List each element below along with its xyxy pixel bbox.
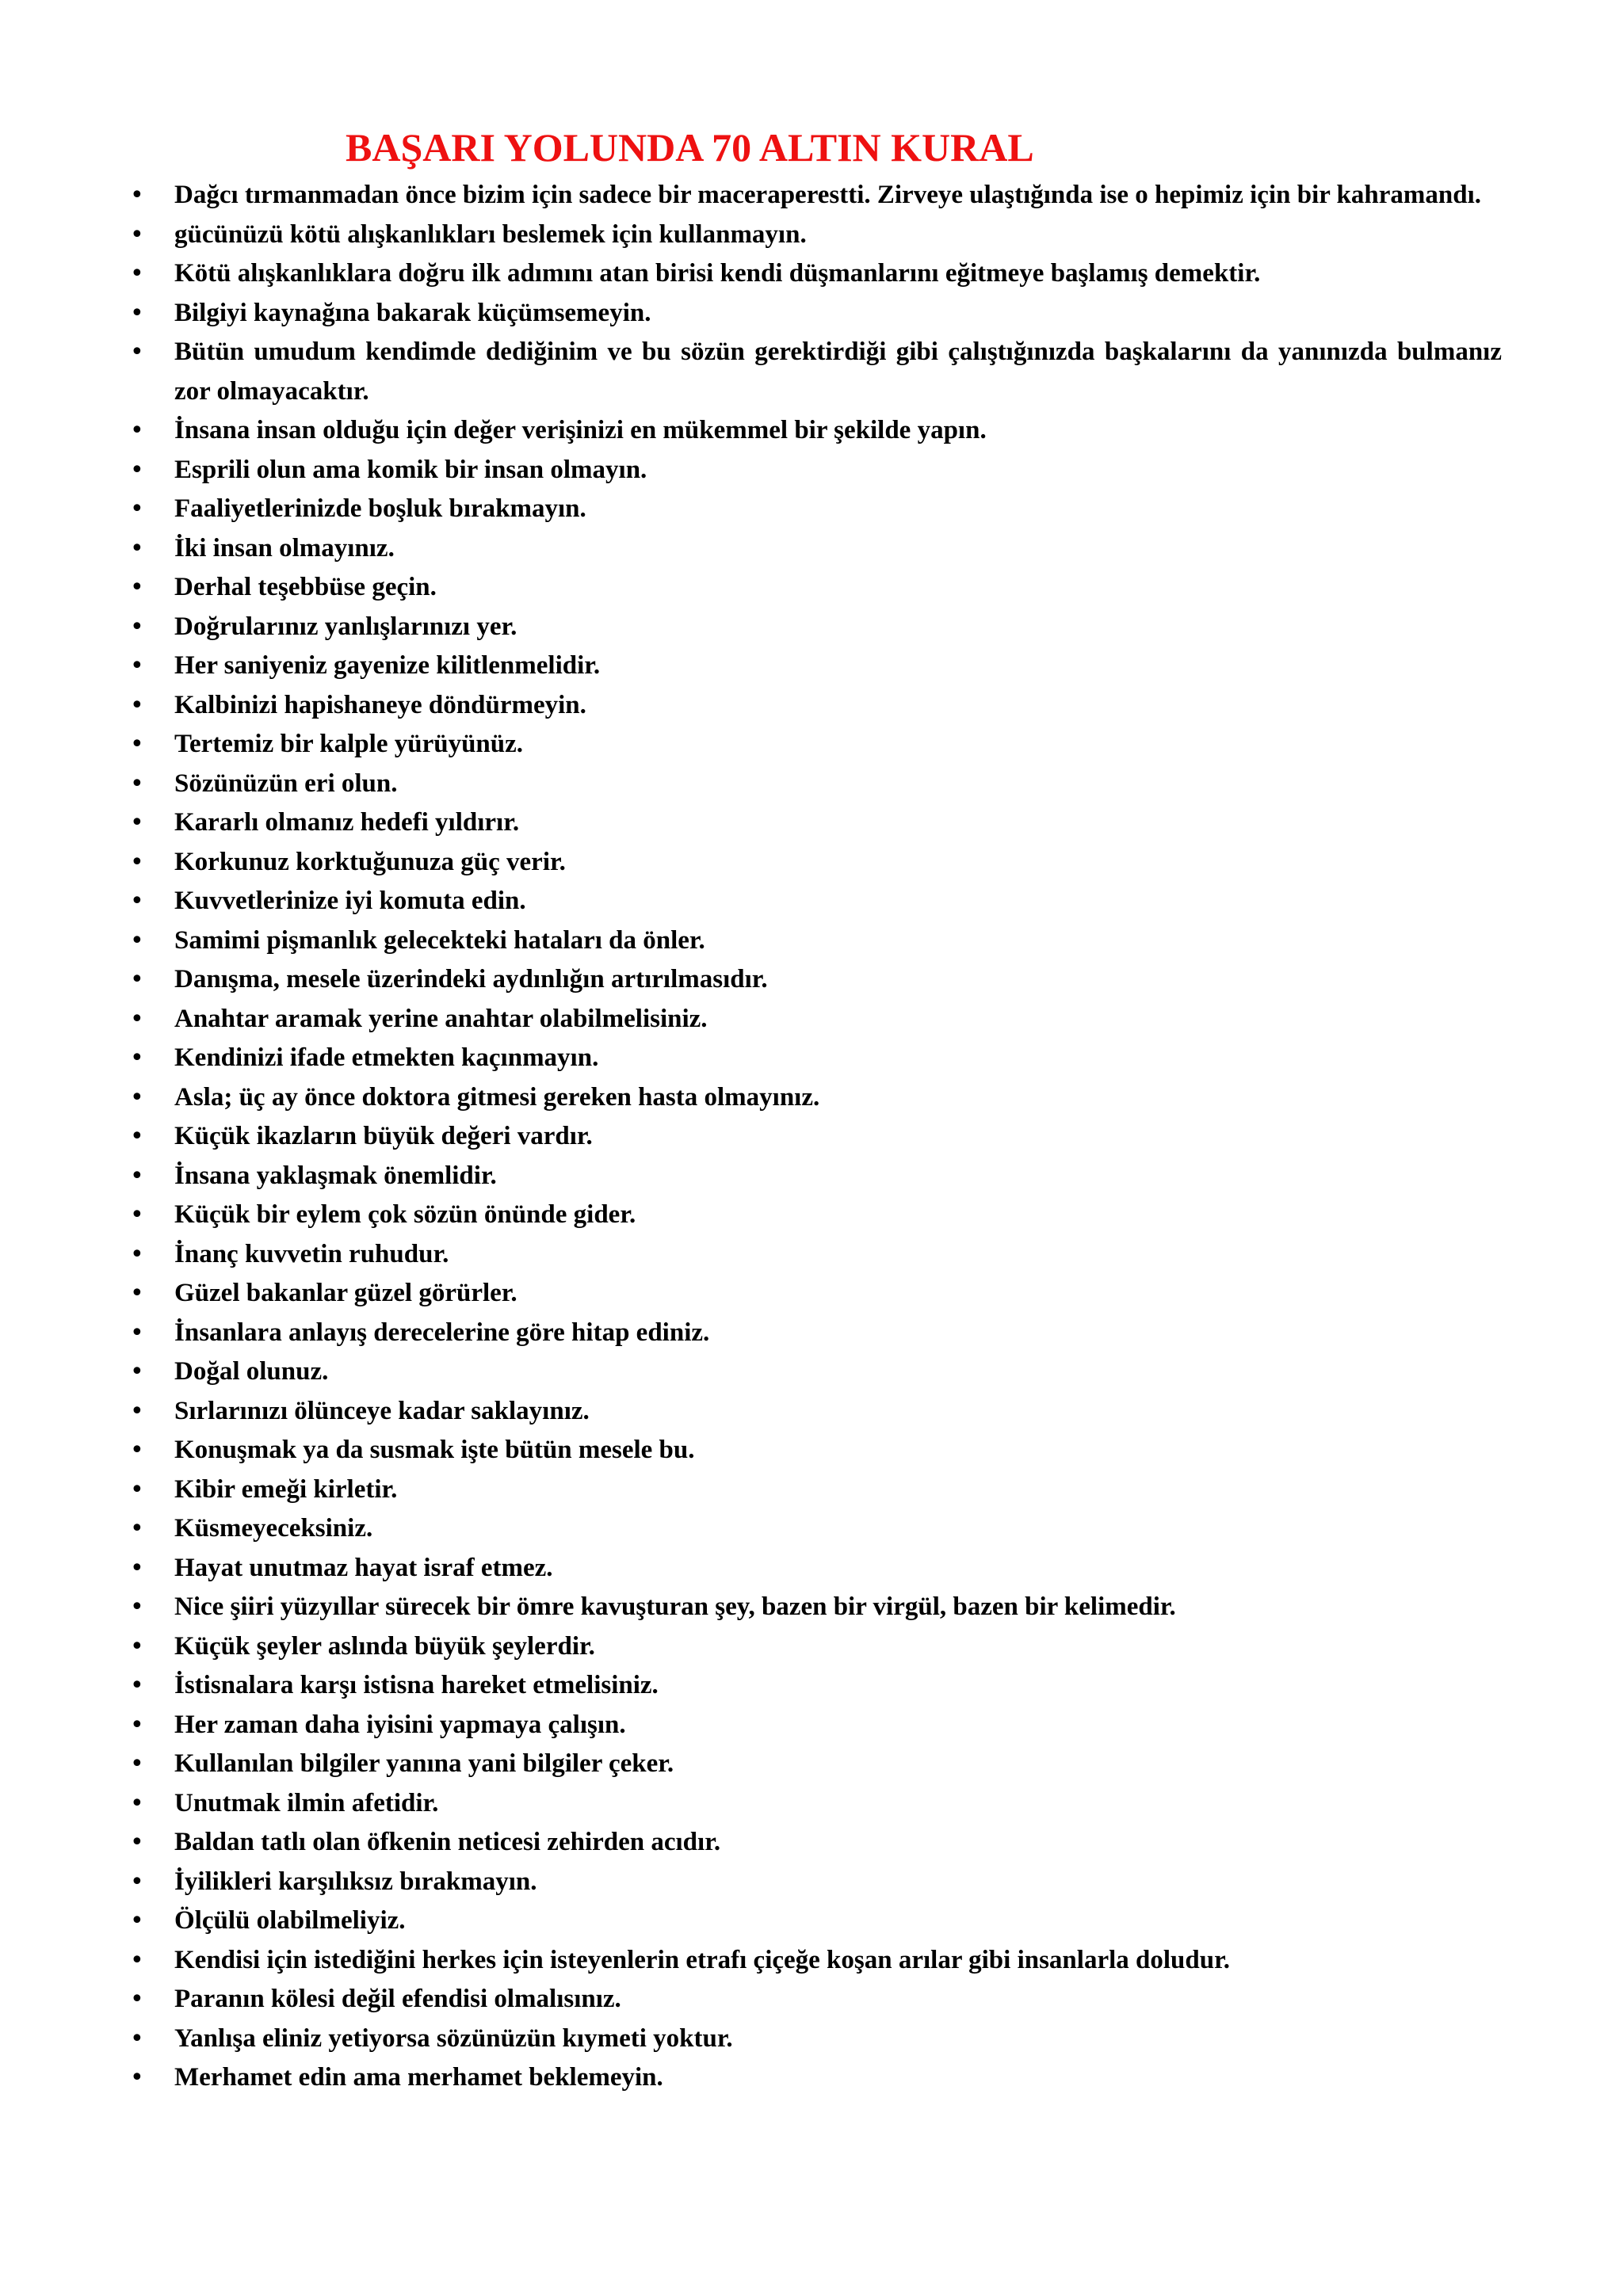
bullet-icon: •: [130, 1005, 144, 1033]
bullet-icon: •: [130, 1672, 144, 1699]
rule-text: Faaliyetlerinizde boşluk bırakmayın.: [174, 494, 586, 523]
rule-text: Kararlı olmanız hedefi yıldırır.: [174, 808, 520, 837]
rule-text: Yanlışa eliniz yetiyorsa sözünüzün kıymeti yoktur.: [174, 2023, 733, 2053]
list-item: [119, 1000, 1502, 1039]
bullet-icon: •: [130, 574, 144, 601]
bullet-icon: •: [130, 1280, 144, 1307]
list-item: [119, 765, 1502, 804]
bullet-icon: •: [130, 1946, 144, 1974]
bullet-icon: •: [130, 2064, 144, 2092]
bullet-icon: •: [130, 1750, 144, 1778]
list-item: [119, 608, 1502, 647]
rule-text: Sırlarınızı ölünceye kadar saklayınız.: [174, 1396, 590, 1425]
rule-text: Kibir emeği kirletir.: [174, 1474, 398, 1504]
list-item: [119, 1314, 1502, 1353]
bullet-icon: •: [130, 1358, 144, 1386]
rule-text: Kalbinizi hapishaneye döndürmeyin.: [174, 690, 586, 719]
list-item: [119, 1392, 1502, 1432]
bullet-icon: •: [130, 495, 144, 523]
list-item: [119, 1470, 1502, 1510]
rule-text: İstisnalara karşı istisna hareket etmelisiniz.: [174, 1671, 659, 1699]
bullet-icon: •: [130, 1475, 144, 1504]
rule-text: Kullanılan bilgiler yanına yani bilgiler çeker.: [174, 1749, 674, 1778]
list-item: [119, 1235, 1502, 1275]
bullet-icon: •: [130, 848, 144, 876]
bullet-icon: •: [130, 926, 144, 955]
list-item: [119, 1078, 1502, 1118]
bullet-icon: •: [130, 1318, 144, 1347]
list-item: [119, 921, 1502, 961]
bullet-icon: •: [130, 1711, 144, 1739]
list-item: [119, 2058, 1502, 2098]
list-item: [119, 529, 1502, 569]
rule-text: Samimi pişmanlık gelecekteki hataları da önler.: [174, 925, 705, 955]
list-item: [119, 843, 1502, 883]
list-item: [119, 176, 1502, 215]
rule-text: Hayat unutmaz hayat israf etmez.: [174, 1553, 553, 1582]
list-item: [119, 1627, 1502, 1667]
bullet-icon: •: [130, 1123, 144, 1150]
rule-text: Derhal teşebbüse geçin.: [174, 573, 437, 601]
rule-text: Konuşmak ya da susmak işte bütün mesele bu.: [174, 1436, 695, 1464]
rule-text: Küçük ikazların büyük değeri vardır.: [174, 1122, 593, 1150]
rule-text: Doğal olunuz.: [174, 1357, 329, 1386]
bullet-icon: •: [130, 1397, 144, 1425]
rule-text: Tertemiz bir kalple yürüyünüz.: [174, 730, 524, 758]
bullet-icon: •: [130, 887, 144, 915]
list-item: [119, 1706, 1502, 1745]
list-item: [119, 882, 1502, 921]
list-item: [119, 1157, 1502, 1196]
rule-text: Güzel bakanlar güzel görürler.: [174, 1279, 517, 1307]
list-item: [119, 294, 1502, 334]
list-item: [119, 1549, 1502, 1589]
list-item: [119, 725, 1502, 765]
bullet-icon: •: [130, 1554, 144, 1582]
rule-text: Paranın kölesi değil efendisi olmalısınız.: [174, 1985, 621, 2013]
bullet-icon: •: [130, 456, 144, 484]
list-item: [119, 803, 1502, 843]
bullet-icon: •: [130, 260, 144, 288]
rule-text: Kendinizi ifade etmekten kaçınmayın.: [174, 1043, 599, 1072]
bullet-icon: •: [130, 1083, 144, 1112]
rule-text: İnsana insan olduğu için değer verişinizi en mükemmel bir şekilde yapın.: [174, 416, 987, 444]
list-item: [119, 333, 1502, 411]
bullet-icon: •: [130, 1789, 144, 1817]
list-item: [119, 1980, 1502, 2019]
list-item: [119, 215, 1502, 255]
bullet-icon: •: [130, 2024, 144, 2053]
rule-text: Kendisi için istediğini herkes için isteyenlerin etrafı çiçeğe koşan arılar gibi insanlarla doludur.: [174, 1945, 1230, 1974]
bullet-icon: •: [130, 1044, 144, 1072]
rule-text: Her zaman daha iyisini yapmaya çalışın.: [174, 1710, 626, 1739]
list-item: [119, 1431, 1502, 1470]
bullet-icon: •: [130, 1829, 144, 1856]
bullet-icon: •: [130, 1515, 144, 1543]
rule-text: İnanç kuvvetin ruhudur.: [174, 1239, 449, 1268]
bullet-icon: •: [130, 1593, 144, 1621]
rule-text: İnsana yaklaşmak önemlidir.: [174, 1161, 497, 1190]
bullet-icon: •: [130, 1907, 144, 1935]
rule-text: Bilgiyi kaynağına bakarak küçümsemeyin.: [174, 298, 651, 327]
rule-text: Unutmak ilmin afetidir.: [174, 1788, 439, 1817]
list-item: [119, 254, 1502, 294]
rule-text: İnsanlara anlayış derecelerine göre hitap ediniz.: [174, 1318, 710, 1347]
rule-text: Doğrularınız yanlışlarınızı yer.: [174, 612, 517, 641]
rule-text: İyilikleri karşılıksız bırakmayın.: [174, 1867, 537, 1896]
rule-text: Esprili olun ama komik bir insan olmayın.: [174, 455, 647, 484]
bullet-icon: •: [130, 691, 144, 719]
bullet-icon: •: [130, 417, 144, 444]
bullet-icon: •: [130, 338, 144, 366]
list-item: [119, 686, 1502, 726]
list-item: [119, 1588, 1502, 1627]
list-item: [119, 490, 1502, 529]
bullet-icon: •: [130, 1985, 144, 2013]
rules-list: [119, 176, 1502, 2098]
rule-text: Nice şiiri yüzyıllar sürecek bir ömre kavuşturan şey, bazen bir virgül, bazen bir kelimedir.: [174, 1592, 1176, 1621]
bullet-icon: •: [130, 1240, 144, 1268]
list-item: [119, 1745, 1502, 1784]
rule-text: Korkunuz korktuğunuza güç verir.: [174, 847, 566, 876]
bullet-icon: •: [130, 1632, 144, 1661]
list-item: [119, 1823, 1502, 1863]
list-item: [119, 1352, 1502, 1392]
bullet-icon: •: [130, 299, 144, 327]
rule-text: Küçük bir eylem çok sözün önünde gider.: [174, 1200, 636, 1229]
list-item: [119, 1901, 1502, 1941]
rule-text: Kötü alışkanlıklara doğru ilk adımını atan birisi kendi düşmanlarını eğitmeye başlamış demektir.: [174, 259, 1261, 288]
bullet-icon: •: [130, 652, 144, 680]
list-item: [119, 960, 1502, 1000]
rule-text: Bütün umudum kendimde dediğinim ve bu sözün gerektirdiği gibi çalıştığınızda başkalarını da yanınızda bulmanız zor olmayacaktır.: [174, 338, 1502, 406]
rule-text: İki insan olmayınız.: [174, 533, 395, 563]
bullet-icon: •: [130, 1867, 144, 1896]
bullet-icon: •: [130, 1201, 144, 1229]
list-item: [119, 1117, 1502, 1157]
rule-text: Kuvvetlerinize iyi komuta edin.: [174, 887, 526, 915]
bullet-icon: •: [130, 1436, 144, 1464]
rule-text: Sözünüzün eri olun.: [174, 769, 398, 798]
page-title: BAŞARI YOLUNDA 70 ALTIN KURAL: [346, 125, 1034, 170]
bullet-icon: •: [130, 809, 144, 837]
rule-text: Asla; üç ay önce doktora gitmesi gereken hasta olmayınız.: [174, 1082, 820, 1112]
rule-text: Anahtar aramak yerine anahtar olabilmelisiniz.: [174, 1004, 708, 1033]
bullet-icon: •: [130, 181, 144, 209]
bullet-icon: •: [130, 730, 144, 758]
rule-text: Merhamet edin ama merhamet beklemeyin.: [174, 2063, 663, 2092]
bullet-icon: •: [130, 966, 144, 994]
bullet-icon: •: [130, 612, 144, 641]
rule-text: Baldan tatlı olan öfkenin neticesi zehirden acıdır.: [174, 1828, 721, 1856]
rule-text: Danışma, mesele üzerindeki aydınlığın artırılmasıdır.: [174, 965, 768, 994]
list-item: [119, 1784, 1502, 1824]
list-item: [119, 1863, 1502, 1902]
list-item: [119, 2019, 1502, 2059]
rule-text: gücünüzü kötü alışkanlıkları beslemek için kullanmayın.: [174, 219, 807, 249]
list-item: [119, 1196, 1502, 1235]
list-item: [119, 1509, 1502, 1549]
rule-text: Küsmeyeceksiniz.: [174, 1514, 373, 1543]
list-item: [119, 646, 1502, 686]
list-item: [119, 1941, 1502, 1981]
rule-text: Her saniyeniz gayenize kilitlenmelidir.: [174, 651, 601, 680]
bullet-icon: •: [130, 1161, 144, 1190]
rule-text: Dağcı tırmanmadan önce bizim için sadece bir maceraperestti. Zirveye ulaştığında ise o hepimiz için bir kahramandı.: [174, 181, 1482, 209]
list-item: [119, 411, 1502, 451]
bullet-icon: •: [130, 534, 144, 563]
list-item: [119, 451, 1502, 490]
list-item: [119, 1666, 1502, 1706]
rule-text: Ölçülü olabilmeliyiz.: [174, 1906, 406, 1935]
list-item: [119, 568, 1502, 608]
list-item: [119, 1039, 1502, 1078]
bullet-icon: •: [130, 220, 144, 249]
bullet-icon: •: [130, 769, 144, 798]
rule-text: Küçük şeyler aslında büyük şeylerdir.: [174, 1631, 595, 1661]
list-item: [119, 1274, 1502, 1314]
